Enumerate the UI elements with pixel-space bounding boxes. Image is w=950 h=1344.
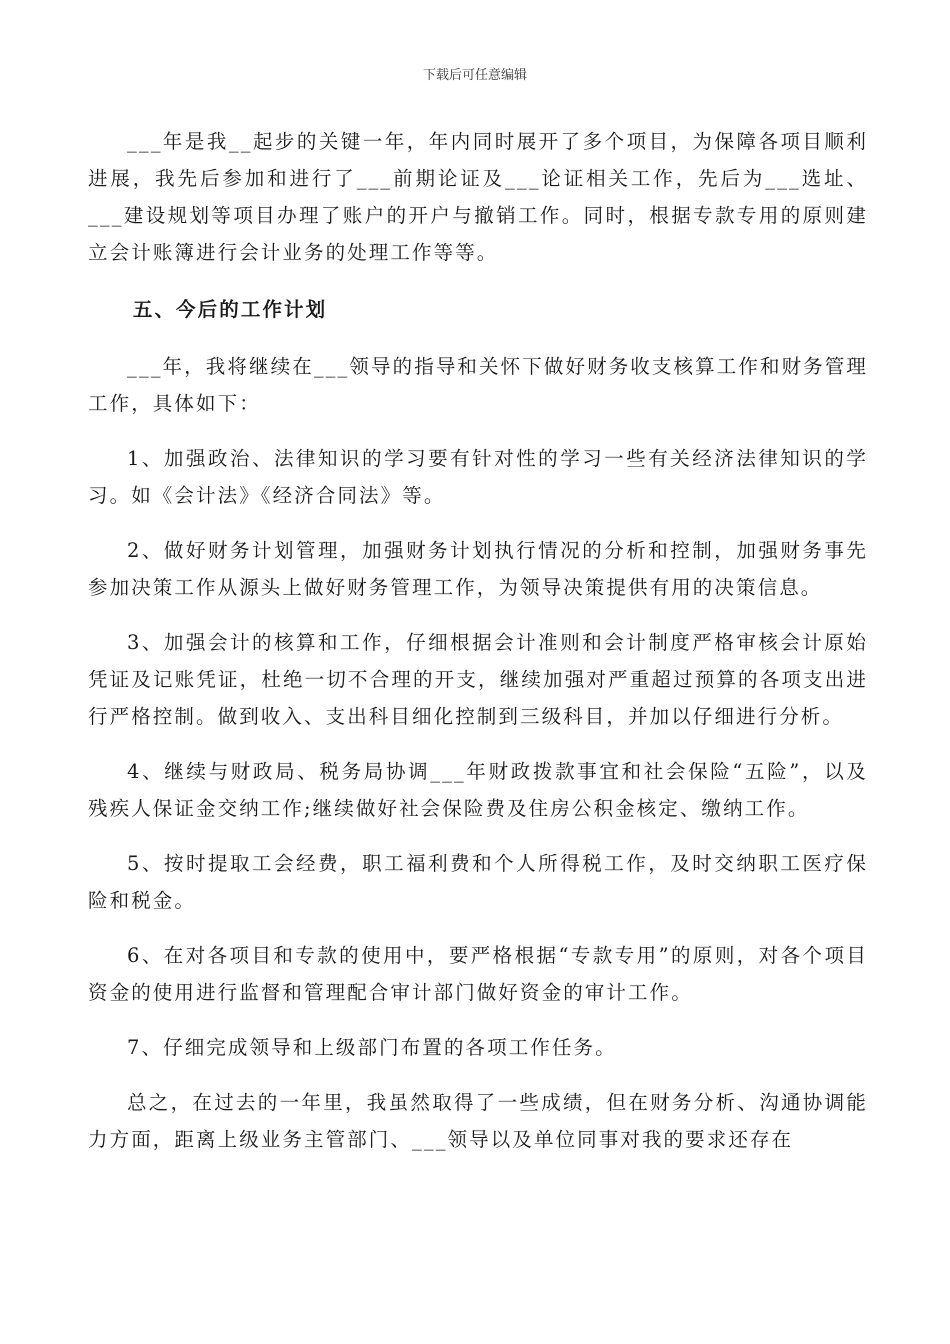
paragraph-intro: ___年是我__起步的关键一年，年内同时展开了多个项目，为保障各项目顺利进展，我先后参加和进行了___前期论证及___论证相关工作，先后为___选址、___建设规划等项目办理了账户的开户与撤销工作。同时，根据专款专用的原则建立会计账簿进行会计业务的处理工作等等。 [88, 130, 868, 264]
plan-item-3: 3、加强会计的核算和工作，仔细根据会计准则和会计制度严格审核会计原始凭证及记账凭证，杜绝一切不合理的开支，继续加强对严重超过预算的各项支出进行严格控制。做到收入、支出科目细化控制到三级科目，并加以仔细进行分析。 [88, 631, 868, 728]
plan-item-4: 4、继续与财政局、税务局协调___年财政拨款事宜和社会保险“五险”，以及残疾人保证金交纳工作;继续做好社会保险费及住房公积金核定、缴纳工作。 [88, 760, 868, 820]
plan-item-6: 6、在对各项目和专款的使用中，要严格根据“专款专用”的原则，对各个项目资金的使用进行监督和管理配合审计部门做好资金的审计工作。 [88, 944, 868, 1004]
plan-item-1: 1、加强政治、法律知识的学习要有针对性的学习一些有关经济法律知识的学习。如《会计法》《经济合同法》等。 [88, 447, 868, 507]
page-header: 下载后可任意编辑 [422, 68, 527, 83]
plan-item-7: 7、仔细完成领导和上级部门布置的各项工作任务。 [127, 1036, 617, 1059]
section-heading: 五、今后的工作计划 [132, 298, 328, 321]
document-body [88, 123, 868, 1158]
plan-item-2: 2、做好财务计划管理，加强财务计划执行情况的分析和控制，加强财务事先参加决策工作从源头上做好财务管理工作，为领导决策提供有用的决策信息。 [88, 539, 868, 599]
paragraph-plan-intro: ___年，我将继续在___领导的指导和关怀下做好财务收支核算工作和财务管理工作，具体如下： [88, 355, 868, 415]
paragraph-summary: 总之，在过去的一年里，我虽然取得了一些成绩，但在财务分析、沟通协调能力方面，距离上级业务主管部门、___领导以及单位同事对我的要求还存在 [88, 1091, 868, 1151]
plan-item-5: 5、按时提取工会经费，职工福利费和个人所得税工作，及时交纳职工医疗保险和税金。 [88, 852, 868, 912]
